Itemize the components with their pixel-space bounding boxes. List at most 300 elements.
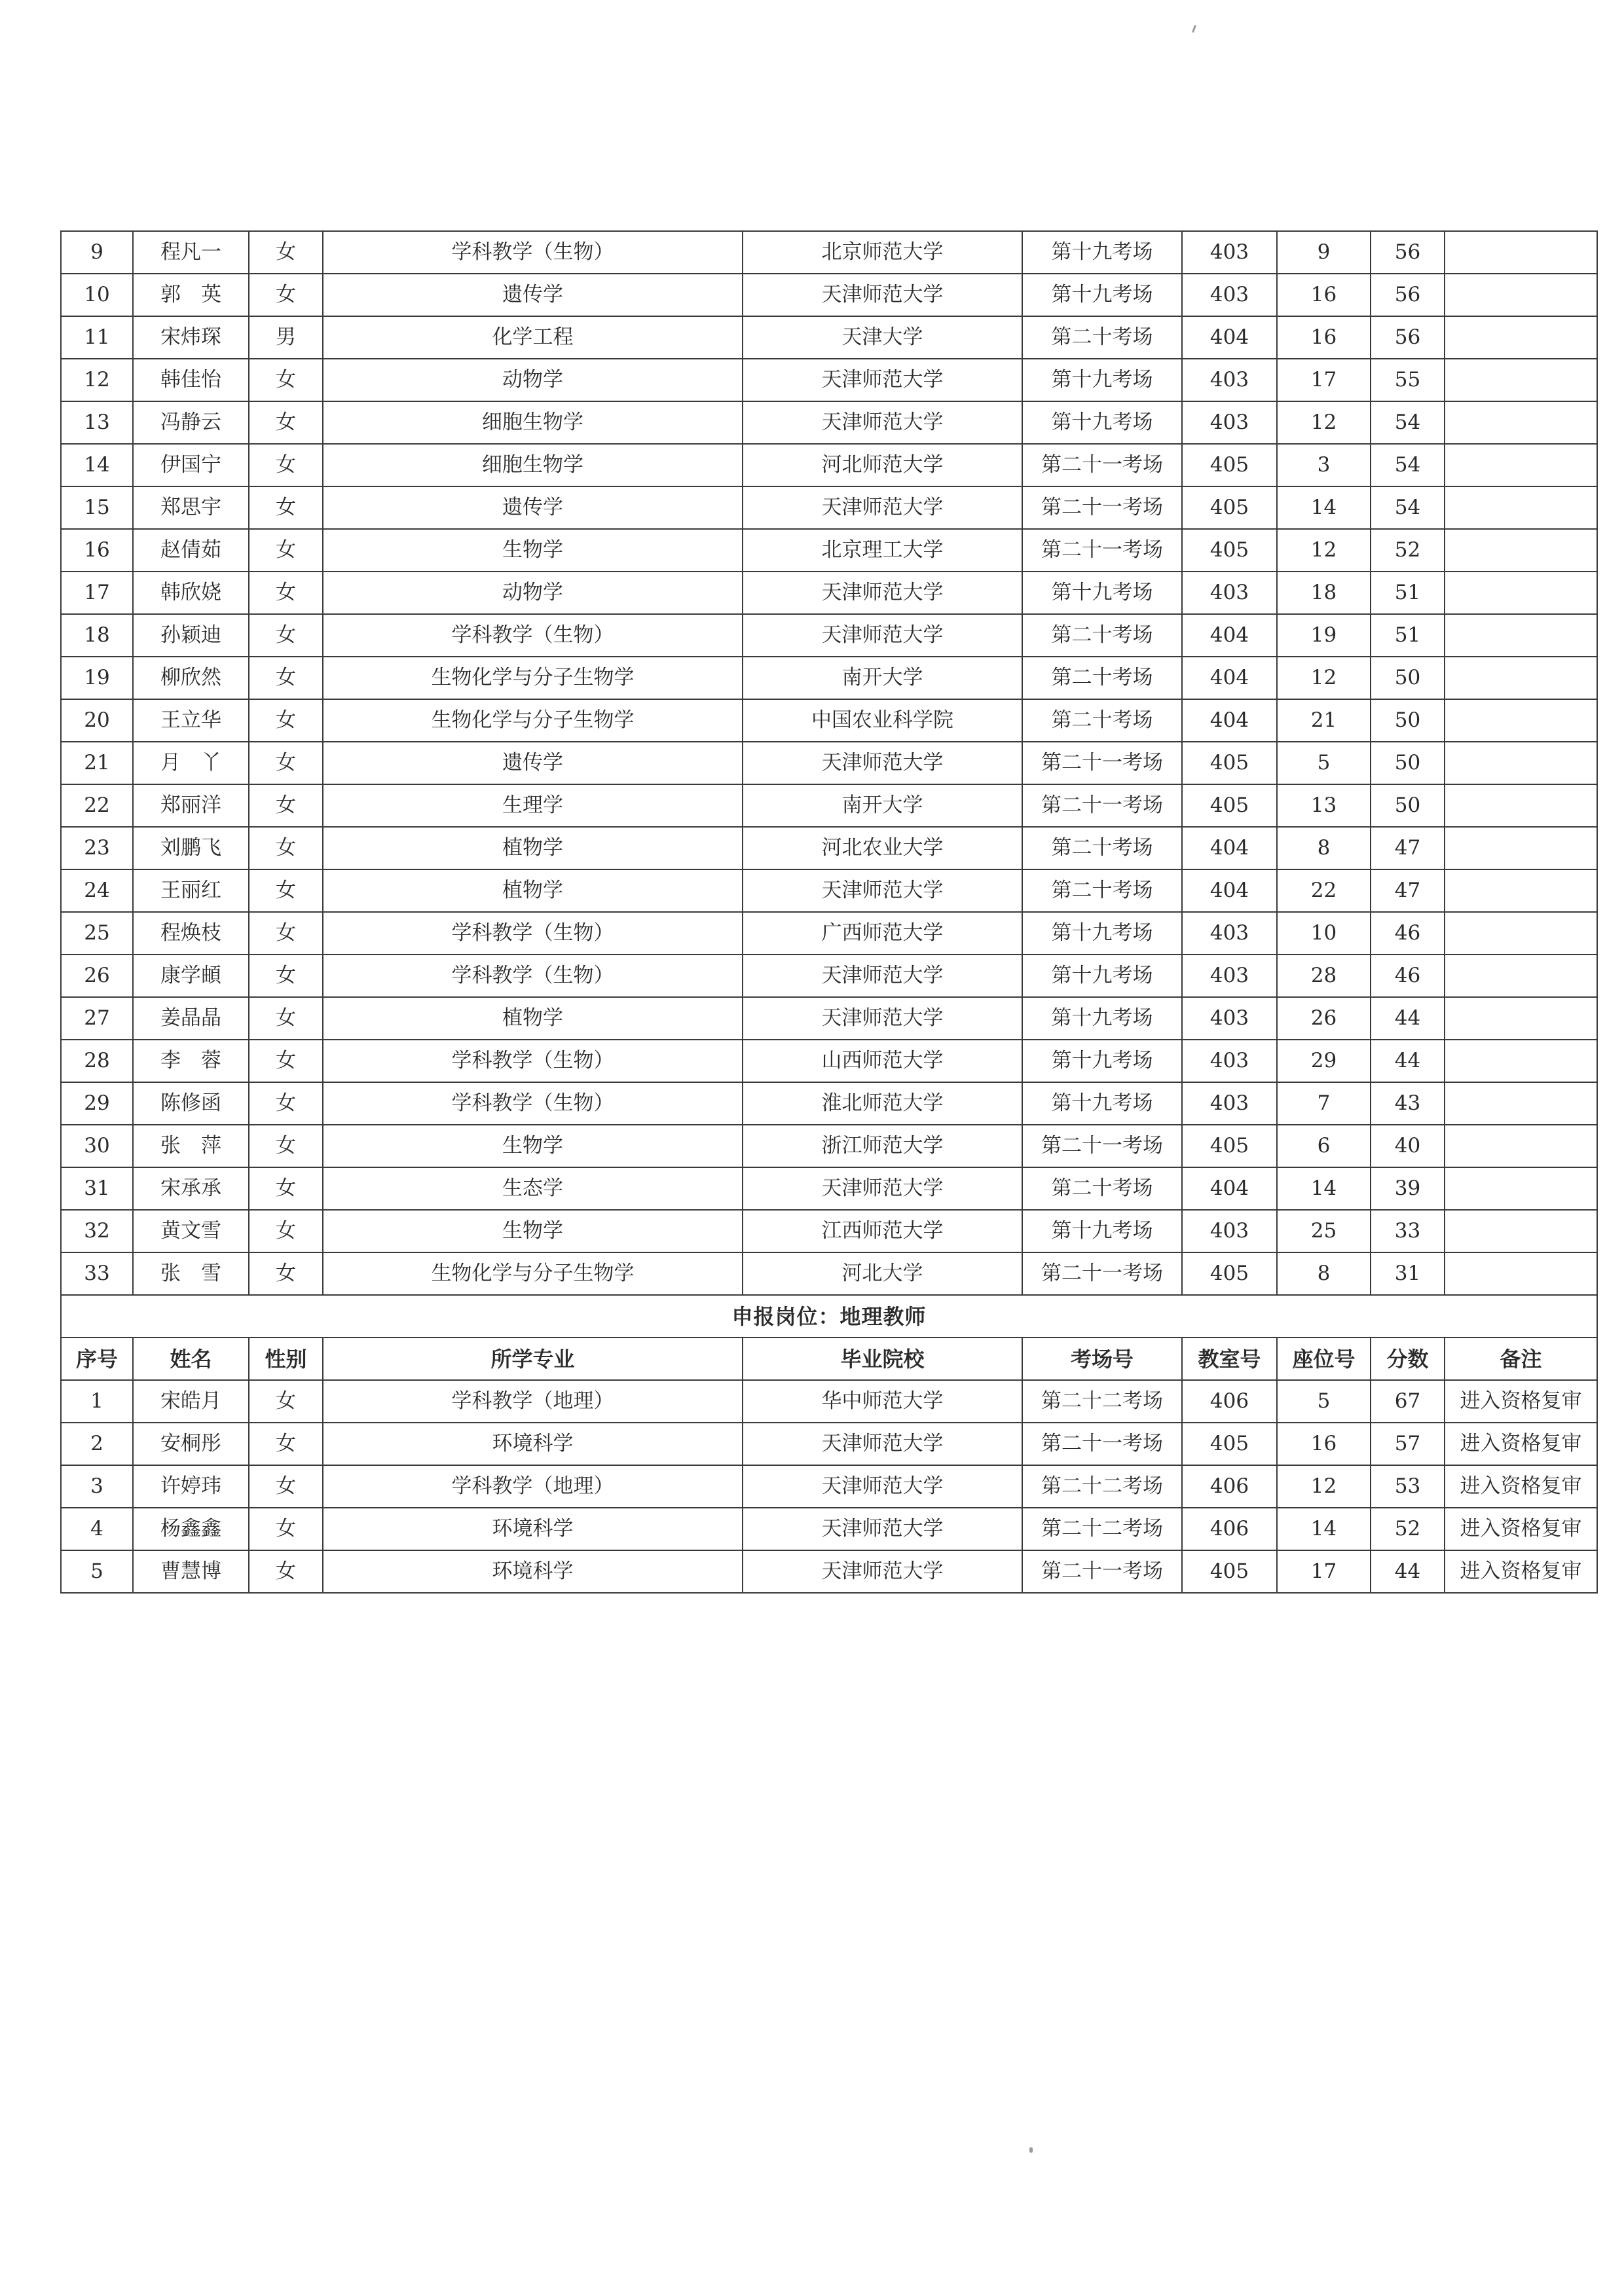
cell-gender: 男 — [249, 316, 323, 359]
header-score: 分数 — [1371, 1338, 1445, 1380]
cell-serial-number: 9 — [61, 231, 133, 274]
cell-classroom: 405 — [1182, 1252, 1277, 1295]
table-row — [61, 1210, 1597, 1252]
cell-university: 天津师范大学 — [743, 486, 1022, 529]
cell-exam-site: 第十九考场 — [1022, 1210, 1182, 1252]
cell-score: 50 — [1371, 699, 1445, 742]
table-row — [61, 486, 1597, 529]
cell-seat: 10 — [1277, 912, 1371, 955]
cell-gender: 女 — [249, 1550, 323, 1593]
cell-seat: 16 — [1277, 1423, 1371, 1465]
cell-serial-number: 12 — [61, 359, 133, 401]
cell-serial-number: 1 — [61, 1380, 133, 1423]
table-row — [61, 444, 1597, 486]
cell-gender: 女 — [249, 274, 323, 316]
cell-name: 张 萍 — [133, 1125, 249, 1167]
cell-remark — [1445, 401, 1597, 444]
cell-name: 郑丽洋 — [133, 784, 249, 827]
cell-name: 王立华 — [133, 699, 249, 742]
header-seat: 座位号 — [1277, 1338, 1371, 1380]
cell-name: 宋皓月 — [133, 1380, 249, 1423]
cell-seat: 7 — [1277, 1082, 1371, 1125]
cell-university: 江西师范大学 — [743, 1210, 1022, 1252]
cell-remark — [1445, 486, 1597, 529]
cell-remark — [1445, 997, 1597, 1040]
cell-major: 环境科学 — [323, 1550, 743, 1593]
cell-remark: 进入资格复审 — [1445, 1465, 1597, 1508]
cell-score: 46 — [1371, 912, 1445, 955]
cell-remark: 进入资格复审 — [1445, 1550, 1597, 1593]
cell-classroom: 406 — [1182, 1508, 1277, 1550]
cell-classroom: 403 — [1182, 572, 1277, 614]
cell-remark — [1445, 529, 1597, 572]
cell-major: 遗传学 — [323, 486, 743, 529]
section-title-row — [61, 1295, 1597, 1338]
cell-exam-site: 第二十考场 — [1022, 869, 1182, 912]
cell-major: 动物学 — [323, 572, 743, 614]
cell-remark — [1445, 316, 1597, 359]
cell-remark — [1445, 742, 1597, 784]
cell-name: 黄文雪 — [133, 1210, 249, 1252]
cell-serial-number: 24 — [61, 869, 133, 912]
cell-name: 伊国宁 — [133, 444, 249, 486]
table-row — [61, 1167, 1597, 1210]
cell-exam-site: 第二十一考场 — [1022, 444, 1182, 486]
cell-exam-site: 第二十一考场 — [1022, 486, 1182, 529]
cell-seat: 12 — [1277, 529, 1371, 572]
cell-seat: 14 — [1277, 1167, 1371, 1210]
cell-exam-site: 第二十二考场 — [1022, 1508, 1182, 1550]
cell-seat: 18 — [1277, 572, 1371, 614]
cell-serial-number: 21 — [61, 742, 133, 784]
cell-exam-site: 第二十一考场 — [1022, 1125, 1182, 1167]
cell-score: 50 — [1371, 784, 1445, 827]
cell-score: 51 — [1371, 614, 1445, 657]
cell-remark — [1445, 827, 1597, 869]
cell-remark — [1445, 359, 1597, 401]
cell-seat: 5 — [1277, 1380, 1371, 1423]
cell-name: 郭 英 — [133, 274, 249, 316]
cell-seat: 17 — [1277, 1550, 1371, 1593]
cell-major: 生物学 — [323, 1125, 743, 1167]
cell-gender: 女 — [249, 699, 323, 742]
cell-name: 赵倩茹 — [133, 529, 249, 572]
cell-exam-site: 第二十二考场 — [1022, 1380, 1182, 1423]
cell-name: 李 蓉 — [133, 1040, 249, 1082]
cell-university: 天津师范大学 — [743, 1167, 1022, 1210]
cell-gender: 女 — [249, 614, 323, 657]
cell-remark: 进入资格复审 — [1445, 1380, 1597, 1423]
header-university: 毕业院校 — [743, 1338, 1022, 1380]
cell-gender: 女 — [249, 1125, 323, 1167]
cell-classroom: 405 — [1182, 529, 1277, 572]
table-row — [61, 1380, 1597, 1423]
cell-university: 天津师范大学 — [743, 1550, 1022, 1593]
cell-classroom: 403 — [1182, 1040, 1277, 1082]
cell-serial-number: 3 — [61, 1465, 133, 1508]
cell-gender: 女 — [249, 912, 323, 955]
cell-university: 天津师范大学 — [743, 997, 1022, 1040]
cell-name: 程焕枝 — [133, 912, 249, 955]
cell-major: 学科教学（地理） — [323, 1465, 743, 1508]
cell-classroom: 405 — [1182, 1550, 1277, 1593]
cell-remark: 进入资格复审 — [1445, 1423, 1597, 1465]
cell-name: 许婷玮 — [133, 1465, 249, 1508]
table-row — [61, 359, 1597, 401]
cell-classroom: 403 — [1182, 955, 1277, 997]
cell-major: 学科教学（生物） — [323, 614, 743, 657]
cell-gender: 女 — [249, 359, 323, 401]
biology-rows — [61, 231, 1597, 1295]
cell-exam-site: 第十九考场 — [1022, 1040, 1182, 1082]
table-row — [61, 1040, 1597, 1082]
table-row — [61, 699, 1597, 742]
table-row — [61, 1125, 1597, 1167]
cell-remark — [1445, 231, 1597, 274]
cell-major: 学科教学（生物） — [323, 1082, 743, 1125]
cell-university: 天津师范大学 — [743, 1423, 1022, 1465]
cell-score: 56 — [1371, 274, 1445, 316]
cell-university: 南开大学 — [743, 784, 1022, 827]
cell-gender: 女 — [249, 1210, 323, 1252]
cell-seat: 26 — [1277, 997, 1371, 1040]
cell-serial-number: 18 — [61, 614, 133, 657]
cell-exam-site: 第二十一考场 — [1022, 742, 1182, 784]
cell-serial-number: 27 — [61, 997, 133, 1040]
cell-score: 43 — [1371, 1082, 1445, 1125]
header-gender: 性别 — [249, 1338, 323, 1380]
table-row — [61, 1465, 1597, 1508]
cell-major: 细胞生物学 — [323, 444, 743, 486]
cell-seat: 12 — [1277, 1465, 1371, 1508]
cell-classroom: 404 — [1182, 827, 1277, 869]
cell-exam-site: 第二十考场 — [1022, 657, 1182, 699]
candidate-score-table — [60, 230, 1598, 1594]
cell-major: 植物学 — [323, 997, 743, 1040]
cell-seat: 19 — [1277, 614, 1371, 657]
cell-serial-number: 2 — [61, 1423, 133, 1465]
table-row — [61, 1423, 1597, 1465]
cell-major: 遗传学 — [323, 274, 743, 316]
cell-name: 孙颖迪 — [133, 614, 249, 657]
cell-university: 天津师范大学 — [743, 401, 1022, 444]
cell-university: 淮北师范大学 — [743, 1082, 1022, 1125]
cell-serial-number: 16 — [61, 529, 133, 572]
cell-gender: 女 — [249, 1465, 323, 1508]
cell-exam-site: 第二十考场 — [1022, 614, 1182, 657]
cell-classroom: 405 — [1182, 444, 1277, 486]
geography-rows — [61, 1380, 1597, 1593]
cell-seat: 16 — [1277, 316, 1371, 359]
cell-major: 学科教学（生物） — [323, 955, 743, 997]
cell-serial-number: 14 — [61, 444, 133, 486]
cell-gender: 女 — [249, 572, 323, 614]
cell-name: 安桐彤 — [133, 1423, 249, 1465]
cell-remark — [1445, 1167, 1597, 1210]
cell-classroom: 405 — [1182, 486, 1277, 529]
cell-university: 山西师范大学 — [743, 1040, 1022, 1082]
cell-classroom: 403 — [1182, 401, 1277, 444]
cell-classroom: 403 — [1182, 912, 1277, 955]
cell-university: 天津师范大学 — [743, 359, 1022, 401]
cell-university: 中国农业科学院 — [743, 699, 1022, 742]
geography-section — [61, 1295, 1597, 1380]
cell-seat: 14 — [1277, 1508, 1371, 1550]
table-row — [61, 401, 1597, 444]
cell-exam-site: 第十九考场 — [1022, 912, 1182, 955]
cell-university: 南开大学 — [743, 657, 1022, 699]
cell-major: 学科教学（生物） — [323, 231, 743, 274]
cell-major: 学科教学（生物） — [323, 912, 743, 955]
cell-university: 河北农业大学 — [743, 827, 1022, 869]
cell-score: 67 — [1371, 1380, 1445, 1423]
cell-exam-site: 第二十考场 — [1022, 827, 1182, 869]
cell-remark — [1445, 699, 1597, 742]
cell-serial-number: 17 — [61, 572, 133, 614]
cell-score: 52 — [1371, 1508, 1445, 1550]
cell-university: 天津师范大学 — [743, 869, 1022, 912]
table-row — [61, 657, 1597, 699]
header-exam-site: 考场号 — [1022, 1338, 1182, 1380]
cell-seat: 3 — [1277, 444, 1371, 486]
cell-exam-site: 第十九考场 — [1022, 572, 1182, 614]
cell-exam-site: 第二十一考场 — [1022, 784, 1182, 827]
cell-seat: 28 — [1277, 955, 1371, 997]
cell-classroom: 404 — [1182, 316, 1277, 359]
cell-gender: 女 — [249, 1167, 323, 1210]
cell-university: 天津师范大学 — [743, 572, 1022, 614]
cell-exam-site: 第二十考场 — [1022, 316, 1182, 359]
cell-classroom: 404 — [1182, 699, 1277, 742]
cell-remark — [1445, 1082, 1597, 1125]
cell-major: 生物化学与分子生物学 — [323, 1252, 743, 1295]
cell-name: 月 丫 — [133, 742, 249, 784]
cell-score: 44 — [1371, 997, 1445, 1040]
table-row — [61, 614, 1597, 657]
cell-score: 50 — [1371, 657, 1445, 699]
column-header-row — [61, 1338, 1597, 1380]
cell-gender: 女 — [249, 1423, 323, 1465]
cell-name: 曹慧博 — [133, 1550, 249, 1593]
cell-gender: 女 — [249, 1380, 323, 1423]
cell-university: 北京师范大学 — [743, 231, 1022, 274]
table-row — [61, 869, 1597, 912]
cell-classroom: 404 — [1182, 869, 1277, 912]
section-title: 申报岗位：地理教师 — [61, 1295, 1597, 1338]
cell-remark: 进入资格复审 — [1445, 1508, 1597, 1550]
cell-serial-number: 33 — [61, 1252, 133, 1295]
cell-serial-number: 15 — [61, 486, 133, 529]
cell-score: 46 — [1371, 955, 1445, 997]
cell-exam-site: 第十九考场 — [1022, 359, 1182, 401]
header-name: 姓名 — [133, 1338, 249, 1380]
cell-major: 动物学 — [323, 359, 743, 401]
cell-serial-number: 13 — [61, 401, 133, 444]
cell-university: 河北师范大学 — [743, 444, 1022, 486]
cell-score: 57 — [1371, 1423, 1445, 1465]
cell-score: 50 — [1371, 742, 1445, 784]
cell-exam-site: 第二十一考场 — [1022, 1423, 1182, 1465]
cell-gender: 女 — [249, 1508, 323, 1550]
table-row — [61, 997, 1597, 1040]
cell-name: 王丽红 — [133, 869, 249, 912]
cell-major: 学科教学（地理） — [323, 1380, 743, 1423]
cell-remark — [1445, 657, 1597, 699]
cell-seat: 25 — [1277, 1210, 1371, 1252]
cell-seat: 5 — [1277, 742, 1371, 784]
cell-classroom: 403 — [1182, 359, 1277, 401]
cell-exam-site: 第十九考场 — [1022, 1082, 1182, 1125]
header-serial-number: 序号 — [61, 1338, 133, 1380]
cell-score: 56 — [1371, 231, 1445, 274]
cell-name: 姜晶晶 — [133, 997, 249, 1040]
cell-major: 生态学 — [323, 1167, 743, 1210]
cell-seat: 16 — [1277, 274, 1371, 316]
cell-classroom: 405 — [1182, 742, 1277, 784]
header-major: 所学专业 — [323, 1338, 743, 1380]
cell-score: 52 — [1371, 529, 1445, 572]
cell-seat: 21 — [1277, 699, 1371, 742]
cell-score: 40 — [1371, 1125, 1445, 1167]
cell-gender: 女 — [249, 1252, 323, 1295]
cell-gender: 女 — [249, 784, 323, 827]
cell-serial-number: 10 — [61, 274, 133, 316]
cell-gender: 女 — [249, 1040, 323, 1082]
table-row — [61, 529, 1597, 572]
cell-seat: 8 — [1277, 1252, 1371, 1295]
cell-major: 环境科学 — [323, 1508, 743, 1550]
table-row — [61, 1550, 1597, 1593]
cell-name: 韩佳怡 — [133, 359, 249, 401]
cell-exam-site: 第十九考场 — [1022, 274, 1182, 316]
cell-university: 天津师范大学 — [743, 1465, 1022, 1508]
cell-university: 浙江师范大学 — [743, 1125, 1022, 1167]
cell-serial-number: 29 — [61, 1082, 133, 1125]
cell-score: 55 — [1371, 359, 1445, 401]
cell-serial-number: 25 — [61, 912, 133, 955]
cell-name: 陈修函 — [133, 1082, 249, 1125]
cell-name: 宋承承 — [133, 1167, 249, 1210]
cell-remark — [1445, 1210, 1597, 1252]
cell-serial-number: 23 — [61, 827, 133, 869]
cell-serial-number: 19 — [61, 657, 133, 699]
cell-name: 柳欣然 — [133, 657, 249, 699]
cell-classroom: 404 — [1182, 657, 1277, 699]
header-classroom: 教室号 — [1182, 1338, 1277, 1380]
cell-seat: 14 — [1277, 486, 1371, 529]
cell-serial-number: 4 — [61, 1508, 133, 1550]
cell-remark — [1445, 1252, 1597, 1295]
cell-score: 44 — [1371, 1040, 1445, 1082]
cell-gender: 女 — [249, 1082, 323, 1125]
cell-exam-site: 第十九考场 — [1022, 955, 1182, 997]
cell-major: 植物学 — [323, 827, 743, 869]
cell-exam-site: 第十九考场 — [1022, 231, 1182, 274]
cell-university: 天津师范大学 — [743, 274, 1022, 316]
cell-seat: 9 — [1277, 231, 1371, 274]
cell-name: 杨鑫鑫 — [133, 1508, 249, 1550]
cell-name: 张 雪 — [133, 1252, 249, 1295]
cell-name: 康学頔 — [133, 955, 249, 997]
cell-classroom: 405 — [1182, 1125, 1277, 1167]
cell-serial-number: 20 — [61, 699, 133, 742]
cell-serial-number: 5 — [61, 1550, 133, 1593]
table-row — [61, 742, 1597, 784]
cell-serial-number: 28 — [61, 1040, 133, 1082]
cell-major: 细胞生物学 — [323, 401, 743, 444]
cell-seat: 29 — [1277, 1040, 1371, 1082]
cell-remark — [1445, 955, 1597, 997]
cell-exam-site: 第二十一考场 — [1022, 1252, 1182, 1295]
cell-name: 冯静云 — [133, 401, 249, 444]
cell-university: 华中师范大学 — [743, 1380, 1022, 1423]
cell-gender: 女 — [249, 529, 323, 572]
cell-seat: 22 — [1277, 869, 1371, 912]
cell-major: 环境科学 — [323, 1423, 743, 1465]
cell-score: 44 — [1371, 1550, 1445, 1593]
cell-seat: 8 — [1277, 827, 1371, 869]
cell-gender: 女 — [249, 827, 323, 869]
cell-major: 学科教学（生物） — [323, 1040, 743, 1082]
cell-exam-site: 第二十考场 — [1022, 1167, 1182, 1210]
cell-gender: 女 — [249, 869, 323, 912]
cell-gender: 女 — [249, 955, 323, 997]
cell-remark — [1445, 912, 1597, 955]
table-row — [61, 274, 1597, 316]
cell-score: 31 — [1371, 1252, 1445, 1295]
cell-serial-number: 11 — [61, 316, 133, 359]
cell-classroom: 406 — [1182, 1465, 1277, 1508]
cell-name: 宋炜琛 — [133, 316, 249, 359]
cell-exam-site: 第二十考场 — [1022, 699, 1182, 742]
cell-seat: 12 — [1277, 657, 1371, 699]
cell-seat: 17 — [1277, 359, 1371, 401]
cell-university: 天津师范大学 — [743, 955, 1022, 997]
cell-seat: 6 — [1277, 1125, 1371, 1167]
cell-score: 54 — [1371, 486, 1445, 529]
cell-remark — [1445, 572, 1597, 614]
cell-exam-site: 第二十一考场 — [1022, 529, 1182, 572]
cell-classroom: 405 — [1182, 1423, 1277, 1465]
cell-classroom: 404 — [1182, 614, 1277, 657]
cell-exam-site: 第二十一考场 — [1022, 1550, 1182, 1593]
cell-major: 生物化学与分子生物学 — [323, 657, 743, 699]
cell-score: 54 — [1371, 401, 1445, 444]
table-row — [61, 784, 1597, 827]
cell-gender: 女 — [249, 657, 323, 699]
cell-remark — [1445, 1040, 1597, 1082]
cell-seat: 12 — [1277, 401, 1371, 444]
cell-name: 刘鹏飞 — [133, 827, 249, 869]
scan-speck — [1192, 25, 1196, 33]
cell-remark — [1445, 1125, 1597, 1167]
cell-major: 遗传学 — [323, 742, 743, 784]
table-row — [61, 316, 1597, 359]
cell-university: 天津大学 — [743, 316, 1022, 359]
cell-score: 51 — [1371, 572, 1445, 614]
table-row — [61, 1252, 1597, 1295]
header-remark: 备注 — [1445, 1338, 1597, 1380]
table-row — [61, 231, 1597, 274]
cell-remark — [1445, 444, 1597, 486]
cell-score: 47 — [1371, 827, 1445, 869]
cell-remark — [1445, 274, 1597, 316]
cell-name: 程凡一 — [133, 231, 249, 274]
cell-serial-number: 30 — [61, 1125, 133, 1167]
cell-name: 郑思宇 — [133, 486, 249, 529]
cell-score: 54 — [1371, 444, 1445, 486]
cell-major: 化学工程 — [323, 316, 743, 359]
